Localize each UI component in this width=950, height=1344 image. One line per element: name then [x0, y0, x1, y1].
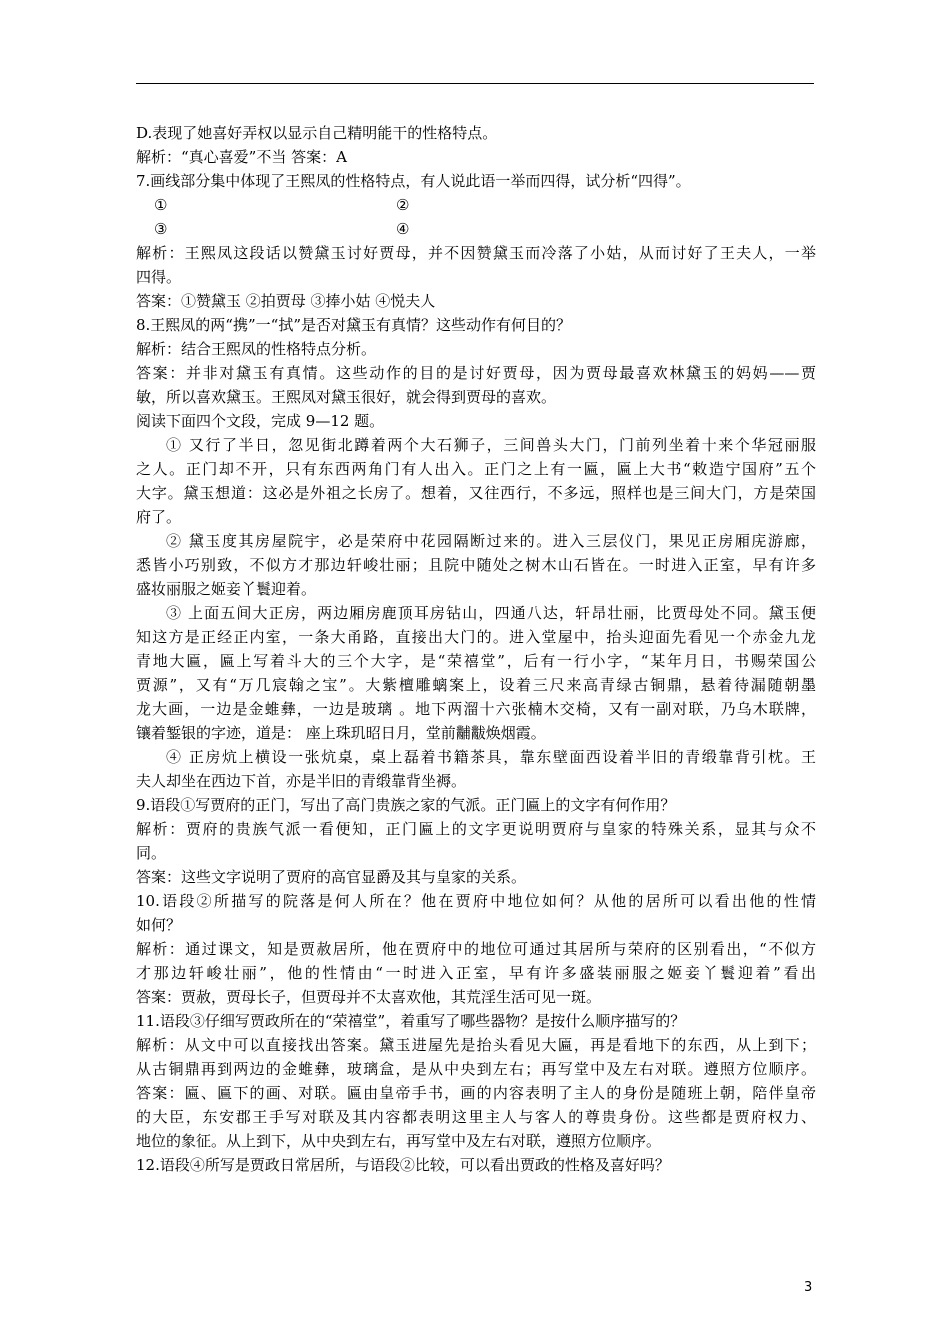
text-line: 解析：王熙凤这段话以赞黛玉讨好贾母，并不因赞黛玉而冷落了小姑，从而讨好了王夫人，一举: [136, 244, 816, 262]
text-line: 答案：匾、匾下的画、对联。匾由皇帝手书，画的内容表明了主人的身份是随班上朝，陪伴皇帝: [136, 1084, 816, 1102]
text-line: 9.语段①写贾府的正门，写出了高门贵族之家的气派。正门匾上的文字有何作用？: [136, 796, 676, 814]
text-line: 答案：贾赦，贾母长子，但贾母并不太喜欢他，其荒淫生活可见一斑。: [136, 988, 602, 1006]
text-line: 才那边轩峻壮丽”，他的性情由“一时进入正室，早有许多盛装丽服之姬妾丫鬟迎着”看出: [136, 964, 816, 982]
text-line: 解析：从文中可以直接找出答案。黛玉进屋先是抬头看见大匾，再是看地下的东西，从上到下；: [136, 1036, 816, 1054]
text-line: 夫人却坐在西边下首，亦是半旧的青缎靠背坐褥。: [136, 772, 467, 790]
text-line: 府了。: [136, 508, 182, 526]
blank-marker: ①: [154, 196, 168, 214]
text-line: 答案：这些文字说明了贾府的高官显爵及其与皇家的关系。: [136, 868, 527, 886]
text-line: 12.语段④所写是贾政日常居所，与语段②比较，可以看出贾政的性格及喜好吗？: [136, 1156, 670, 1174]
text-line: 同。: [136, 844, 167, 862]
text-line: 知这方是正经正内室，一条大甬路，直接出大门的。进入堂屋中，抬头迎面先看见一个赤金九龙: [136, 628, 816, 646]
text-line: 龙大画，一边是金蜼彝，一边是玻璃 。地下两溜十六张楠木交椅，又有一副对联，乃乌木联牌，: [136, 700, 816, 718]
text-line: 盛妆丽服之姬妾丫鬟迎着。: [136, 580, 317, 598]
text-line: 之人。正门却不开，只有东西两角门有人出入。正门之上有一匾，匾上大书“敕造宁国府”五个: [136, 460, 816, 478]
page-number: 3: [804, 1280, 813, 1295]
text-line: 11.语段③仔细写贾政所在的“荣禧堂”，着重写了哪些器物？是按什么顺序描写的？: [136, 1012, 686, 1030]
text-line: 地位的象征。从上到下，从中央到左右，再写堂中及左右对联，遵照方位顺序。: [136, 1132, 662, 1150]
blank-marker: ③: [154, 220, 168, 238]
text-line: 解析：结合王熙凤的性格特点分析。: [136, 340, 377, 358]
text-line: 答案：并非对黛玉有真情。这些动作的目的是讨好贾母，因为贾母最喜欢林黛玉的妈妈——贾: [136, 364, 816, 382]
answer-blank-row: [136, 193, 816, 217]
header-rule: [136, 83, 814, 84]
blank-marker: ②: [396, 196, 410, 214]
text-line: 青地大匾，匾上写着斗大的三个大字，是“荣禧堂”，后有一行小字，“某年月日，书赐荣国公: [136, 652, 816, 670]
text-line: 贾源”，又有“万几宸翰之宝”。大紫檀雕螭案上，设着三尺来高青绿古铜鼎，悬着待漏随朝墨: [136, 676, 816, 694]
text-line: 解析：贾府的贵族气派一看便知，正门匾上的文字更说明贾府与皇家的特殊关系，显其与众不: [136, 820, 816, 838]
text-line: 8.王熙凤的两“携”一“拭”是否对黛玉有真情？这些动作有何目的？: [136, 316, 571, 334]
document-body: [136, 121, 816, 1177]
text-line: 阅读下面四个文段，完成 9—12 题。: [136, 412, 385, 430]
answer-blank-row: [136, 217, 816, 241]
text-line: 解析：通过课文，知是贾赦居所，他在贾府中的地位可通过其居所与荣府的区别看出，“不似方: [136, 940, 816, 958]
text-line: 答案：①赞黛玉 ②拍贾母 ③捧小姑 ④悦夫人: [136, 292, 436, 310]
text-line: 10.语段②所描写的院落是何人所在？他在贾府中地位如何？从他的居所可以看出他的性情: [136, 892, 816, 910]
text-line: 从古铜鼎再到两边的金蜼彝，玻璃盒，是从中央到左右；再写堂中及左右对联。遵照方位顺序。: [136, 1060, 816, 1078]
text-line: ① 又行了半日，忽见街北蹲着两个大石狮子，三间兽头大门，门前列坐着十来个华冠丽服: [166, 436, 816, 454]
text-line: 敏，所以喜欢黛玉。王熙凤对黛玉很好，就会得到贾母的喜欢。: [136, 388, 557, 406]
text-line: 镶着錾银的字迹，道是： 座上珠玑昭日月，堂前黼黻焕烟霞。: [136, 724, 546, 742]
text-line: 悉皆小巧别致，不似方才那边轩峻壮丽；且院中随处之树木山石皆在。一时进入正室，早有许多: [136, 556, 816, 574]
text-line: D.表现了她喜好弄权以显示自己精明能干的性格特点。: [136, 124, 498, 142]
text-line: 解析：“真心喜爱”不当 答案：A: [136, 148, 347, 166]
text-line: ③ 上面五间大正房，两边厢房鹿顶耳房钻山，四通八达，轩昂壮丽，比贾母处不同。黛玉便: [166, 604, 816, 622]
text-line: ④ 正房炕上横设一张炕桌，桌上磊着书籍茶具，靠东壁面西设着半旧的青缎靠背引枕。王: [166, 748, 816, 766]
text-line: ② 黛玉度其房屋院宇，必是荣府中花园隔断过来的。进入三层仪门，果见正房厢庑游廊，: [166, 532, 816, 550]
text-line: 如何？: [136, 916, 182, 934]
text-line: 大字。黛玉想道：这必是外祖之长房了。想着，又往西行，不多远，照样也是三间大门，方是荣国: [136, 484, 816, 502]
text-line: 7.画线部分集中体现了王熙凤的性格特点，有人说此语一举而四得，试分析“四得”。: [136, 172, 691, 190]
text-line: 的大臣，东安郡王手写对联及其内容都表明这里主人与客人的尊贵身份。这些都是贾府权力、: [136, 1108, 816, 1126]
text-line: 四得。: [136, 268, 182, 286]
blank-marker: ④: [396, 220, 410, 238]
